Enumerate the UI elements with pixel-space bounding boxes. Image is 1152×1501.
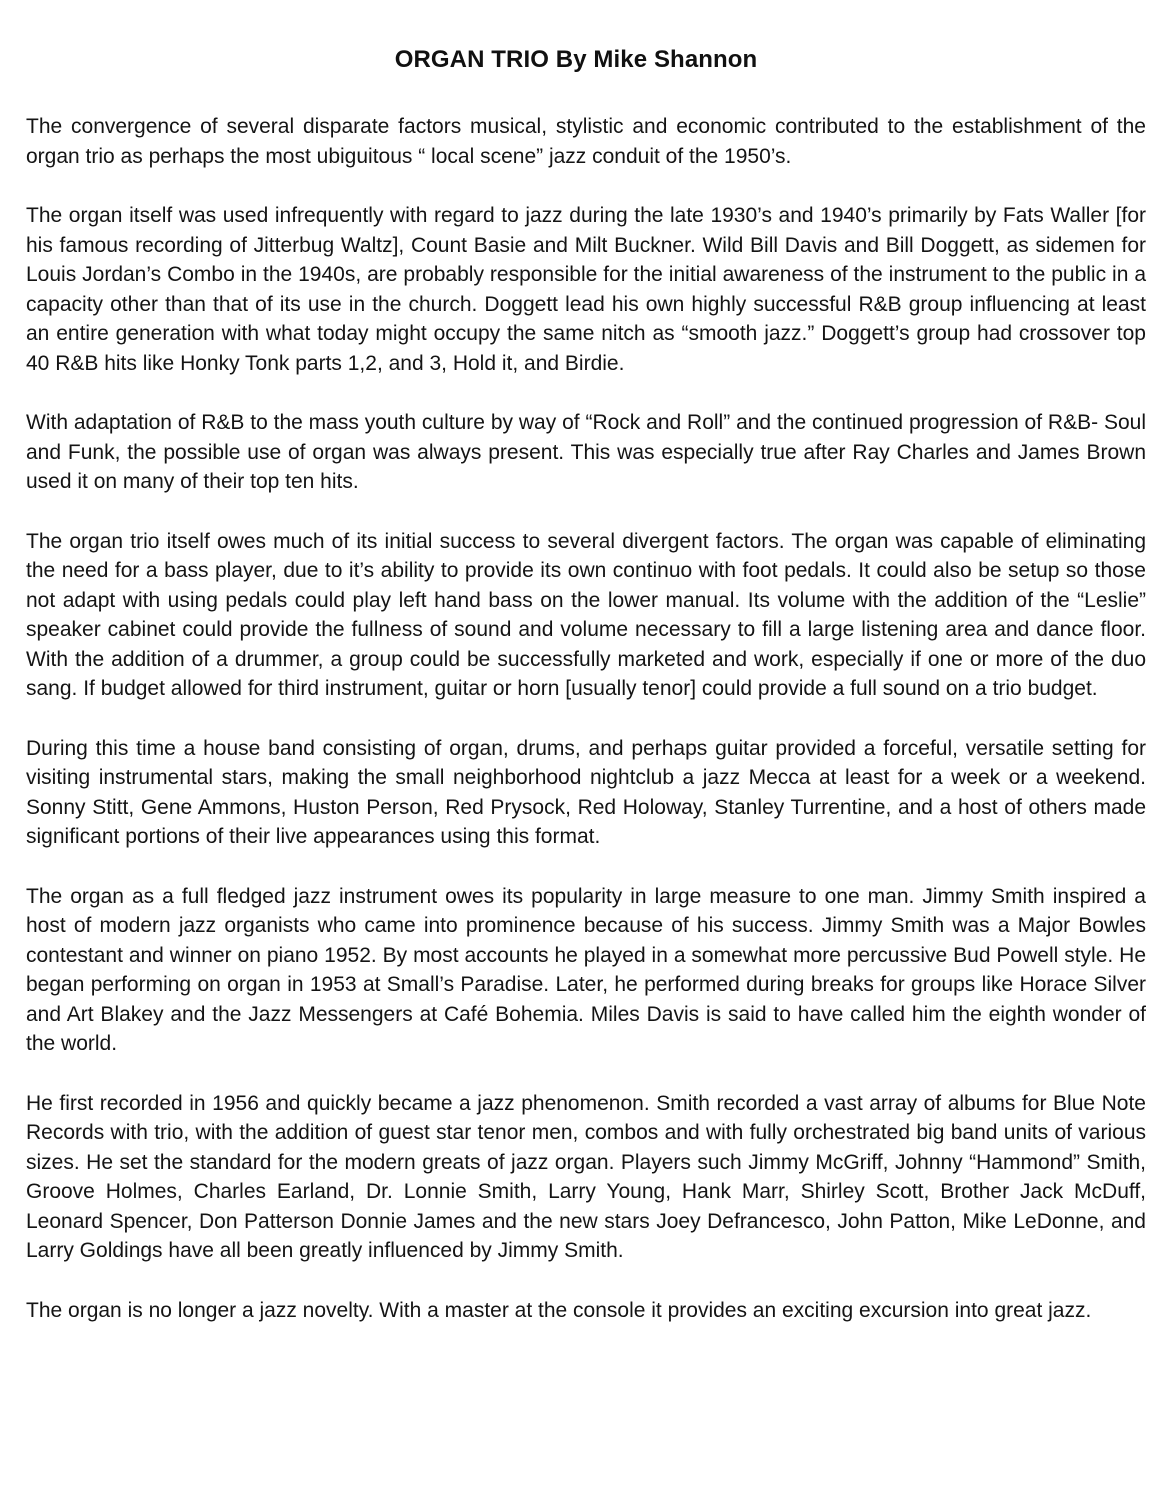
paragraph: The organ itself was used infrequently with regard to jazz during the late 1930’s and 1940’s primarily by Fats Waller [for his famous recording of Jitterbug Waltz], Count Basie and Milt Buckner. Wild Bill Davis and Bill Doggett, as sidemen for Louis Jordan’s Combo in the 1940s, are probably responsible for the initial awareness of the instrument to the public in a capacity other than that of its use in the church. Doggett lead his own highly successful R&B group influencing at least an entire generation with what today might occupy the same nitch as “smooth jazz.” Doggett’s group had crossover top 40 R&B hits like Honky Tonk parts 1,2, and 3, Hold it, and Birdie.	[26, 204, 1146, 375]
paragraph: The organ as a full fledged jazz instrument owes its popularity in large measure to one man. Jimmy Smith inspired a host of modern jazz organists who came into prominence because of his success. Jimmy Smith was a Major Bowles contestant and winner on piano 1952. By most accounts he played in a somewhat more percussive Bud Powell style. He began performing on organ in 1953 at Small’s Paradise. Later, he performed during breaks for groups like Horace Silver and Art Blakey and the Jazz Messengers at Café Bohemia. Miles Davis is said to have called him the eighth wonder of the world.	[26, 884, 1146, 1055]
paragraph: During this time a house band consisting of organ, drums, and perhaps guitar provided a forceful, versatile setting for visiting instrumental stars, making the small neighborhood nightclub a jazz Mecca at least for a week or a weekend. Sonny Stitt, Gene Ammons, Huston Person, Red Prysock, Red Holoway, Stanley Turrentine, and a host of others made significant portions of their live appearances using this format.	[26, 736, 1146, 848]
paragraph: With adaptation of R&B to the mass youth culture by way of “Rock and Roll” and the continued progression of R&B- Soul and Funk, the possible use of organ was always present. This was especially true after Ray Charles and James Brown used it on many of their top ten hits.	[26, 411, 1146, 493]
paragraph: The organ trio itself owes much of its initial success to several divergent factors. The organ was capable of eliminating the need for a bass player, due to it’s ability to provide its own continuo with foot pedals. It could also be setup so those not adapt with using pedals could play left hand bass on the lower manual. Its volume with the addition of the “Leslie” speaker cabinet could provide the fullness of sound and volume necessary to fill a large listening area and dance floor. With the addition of a drummer, a group could be successfully marketed and work, especially if one or more of the duo sang. If budget allowed for third instrument, guitar or horn [usually tenor] could provide a full sound on a trio budget.	[26, 529, 1146, 700]
document-title: ORGAN TRIO By Mike Shannon	[394, 46, 758, 73]
paragraph: The convergence of several disparate factors musical, stylistic and economic contributed to the establishment of the organ trio as perhaps the most ubiguitous “ local scene” jazz conduit of the 1950’s.	[26, 115, 1146, 168]
paragraph: He first recorded in 1956 and quickly became a jazz phenomenon. Smith recorded a vast array of albums for Blue Note Records with trio, with the addition of guest star tenor men, combos and with fully orchestrated big band units of various sizes. He set the standard for the modern greats of jazz organ. Players such Jimmy McGriff, Johnny “Hammond” Smith, Groove Holmes, Charles Earland, Dr. Lonnie Smith, Larry Young, Hank Marr, Shirley Scott, Brother Jack McDuff, Leonard Spencer, Don Patterson Donnie James and the new stars Joey Defrancesco, John Patton, Mike LeDonne, and Larry Goldings have all been greatly influenced by Jimmy Smith.	[26, 1091, 1146, 1262]
paragraph: The organ is no longer a jazz novelty. With a master at the console it provides an exciting excursion into great jazz.	[26, 1298, 1092, 1322]
article-body	[26, 112, 1146, 1325]
